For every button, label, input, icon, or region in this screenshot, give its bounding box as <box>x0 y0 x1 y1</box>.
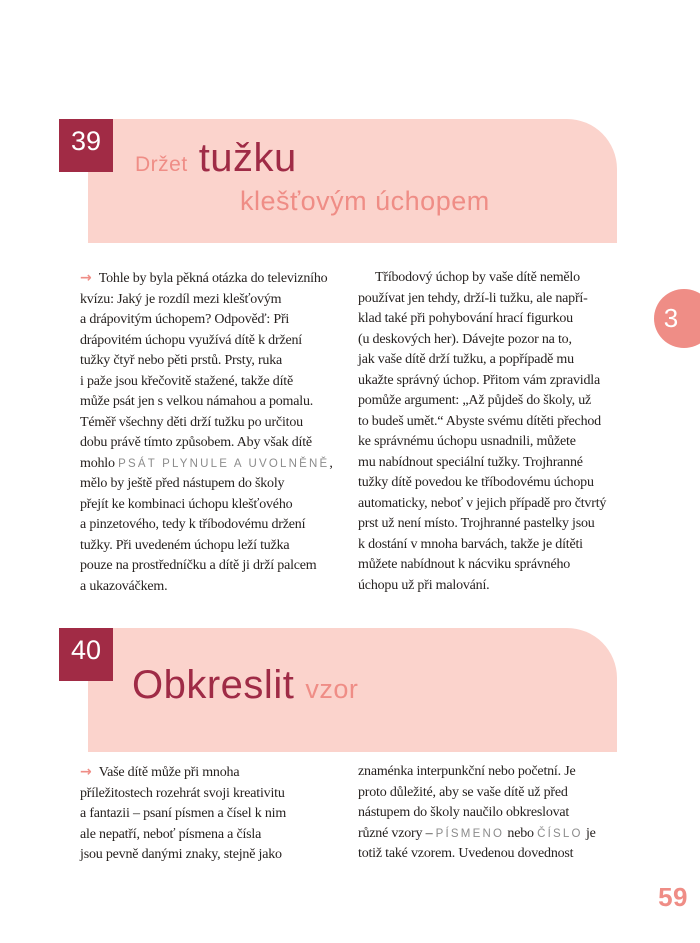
text-line <box>80 804 362 825</box>
text-line <box>358 494 640 515</box>
text-line <box>358 371 640 392</box>
text-segment: pouze na prostředníčku a dítě ji drží palcem <box>80 558 317 573</box>
feature-40-column-1 <box>80 762 362 866</box>
text-segment: PÍSMENO <box>435 827 505 840</box>
text-segment: ČÍSLO <box>537 827 583 840</box>
text-segment: i paže jsou křečovitě stažené, takže dítě <box>80 373 293 389</box>
text-segment: (u deskových her). Dávejte pozor na to, <box>358 331 572 347</box>
text-line <box>80 331 362 352</box>
text-segment: , <box>329 455 333 471</box>
text-line <box>80 392 362 413</box>
text-line <box>358 576 640 597</box>
text-line <box>80 474 362 495</box>
text-segment: a pinzetového, tedy k tříbodovému držení <box>80 517 306 532</box>
text-line <box>358 783 640 804</box>
text-segment: úchopu už při malování. <box>358 577 490 593</box>
text-segment: a ukazováčkem. <box>80 578 168 594</box>
text-line <box>80 845 362 866</box>
text-line <box>80 290 362 311</box>
text-segment: totiž také vzorem. Uvedenou dovednost <box>358 846 574 861</box>
text-segment: drápovitém úchopu využívá dítě k držení <box>80 332 302 348</box>
text-segment: jsou pevně danými znaky, stejně jako <box>80 847 282 862</box>
text-segment: ale nepatří, neboť písmena a čísla <box>80 826 262 842</box>
text-line <box>80 433 362 454</box>
text-segment: Téměř všechny děti drží tužku po určitou <box>80 414 303 430</box>
text-segment: mohlo <box>80 455 119 471</box>
title-lead: Držet <box>135 153 188 176</box>
text-line <box>80 454 362 475</box>
text-line <box>358 391 640 412</box>
text-segment: proto důležité, aby se vaše dítě už před <box>358 784 568 800</box>
text-line <box>358 350 640 371</box>
text-line <box>80 536 362 557</box>
text-line <box>358 762 640 783</box>
text-segment: Vaše dítě může při mnoha <box>98 765 240 780</box>
text-segment: používat jen tehdy, drží-li tužku, ale napří- <box>358 290 588 306</box>
text-line <box>358 824 640 845</box>
text-segment: příležitostech rozehrát svoji kreativitu <box>80 785 285 801</box>
text-segment: dobu právě tímto způsobem. Aby však dítě <box>80 435 312 450</box>
feature-39-title <box>135 136 297 181</box>
text-line <box>80 268 362 290</box>
feature-40-number-badge <box>59 628 113 681</box>
text-segment: PSÁT PLYNULE A UVOLNĚNĚ <box>118 457 330 470</box>
text-line <box>358 555 640 576</box>
arrow-icon: → <box>80 270 92 286</box>
text-segment: ukažte správný úchop. Přitom vám zpravidla <box>358 372 600 388</box>
text-line <box>80 495 362 516</box>
text-segment: je <box>582 825 596 841</box>
text-line <box>80 825 362 846</box>
text-line <box>80 372 362 393</box>
text-line <box>358 514 640 535</box>
text-segment: kvízu: Jaký je rozdíl mezi klešťovým <box>80 291 282 307</box>
text-line <box>358 803 640 824</box>
text-line <box>80 515 362 536</box>
text-segment: můžete nabídnout k nácviku správného <box>358 557 571 572</box>
title-main: tužku <box>198 136 297 180</box>
arrow-icon: → <box>80 764 92 780</box>
text-line <box>80 413 362 434</box>
text-line <box>358 289 640 310</box>
text-segment: tužky čtyř nebo pěti prstů. Prsty, ruka <box>80 353 283 368</box>
text-line <box>80 784 362 805</box>
text-segment: Tohle by byla pěkná otázka do televizního <box>98 271 328 286</box>
chapter-tab <box>654 289 700 348</box>
text-segment: tužky dítě povedou ke tříbodovému úchopu <box>358 475 594 490</box>
feature-number: 39 <box>70 126 102 156</box>
text-segment: automaticky, neboť v jejich případě pro čtvrtý <box>358 495 607 511</box>
text-segment: a drápovitým úchopem? Odpověď: Při <box>80 312 290 327</box>
text-segment: tužky. Při uvedeném úchopu leží tužka <box>80 537 290 553</box>
text-line <box>358 309 640 330</box>
text-segment: jak vaše dítě drží tužku, a popřípadě mu <box>358 352 574 367</box>
text-line <box>358 432 640 453</box>
text-line <box>80 310 362 331</box>
text-line <box>358 412 640 433</box>
text-segment: přejít ke kombinaci úchopu klešťového <box>80 496 293 512</box>
text-line <box>80 351 362 372</box>
feature-40-column-2 <box>358 762 640 865</box>
text-segment: znaménka interpunkční nebo početní. Je <box>358 764 576 779</box>
feature-number: 40 <box>70 635 102 665</box>
text-line <box>358 330 640 351</box>
text-segment: prst už není místo. Trojhranné pastelky jsou <box>358 516 595 531</box>
feature-40-title <box>132 663 358 708</box>
text-line <box>358 453 640 474</box>
text-segment: k dostání v mnoha barvách, takže je dítěti <box>358 536 583 552</box>
feature-39-column-2 <box>358 268 640 596</box>
text-line <box>358 535 640 556</box>
text-line <box>358 473 640 494</box>
chapter-number: 3 <box>663 303 679 333</box>
text-line <box>358 268 640 289</box>
text-line <box>80 577 362 598</box>
feature-39-subtitle: klešťovým úchopem <box>240 186 490 216</box>
page-number: 59 <box>658 882 688 912</box>
title-main: Obkreslit <box>132 663 295 707</box>
text-segment: mělo by ještě před nástupem do školy <box>80 476 285 491</box>
text-segment: to budeš umět.“ Abyste svému dítěti přechod <box>358 413 601 429</box>
text-segment: ke správnému úchopu usnadnili, můžete <box>358 434 576 449</box>
feature-39-number-badge <box>59 119 113 172</box>
text-segment: nástupem do školy naučilo obkreslovat <box>358 805 570 820</box>
text-segment: Tříbodový úchop by vaše dítě nemělo <box>375 270 580 285</box>
text-segment: může psát jen s velkou námahou a pomalu. <box>80 394 314 409</box>
text-line <box>358 844 640 865</box>
text-segment: a fantazii – psaní písmen a čísel k nim <box>80 806 287 821</box>
text-segment: klad také při pohybování hrací figurkou <box>358 311 573 326</box>
title-sub: vzor <box>305 674 359 704</box>
feature-39-column-1 <box>80 268 362 597</box>
text-line <box>80 762 362 784</box>
text-segment: mu nabídnout speciální tužky. Trojhranné <box>358 454 583 470</box>
text-segment: různé vzory – <box>358 825 436 841</box>
text-segment: pomůže argument: „Až půjdeš do školy, už <box>358 393 592 408</box>
text-segment: nebo <box>504 825 538 841</box>
text-line <box>80 556 362 577</box>
